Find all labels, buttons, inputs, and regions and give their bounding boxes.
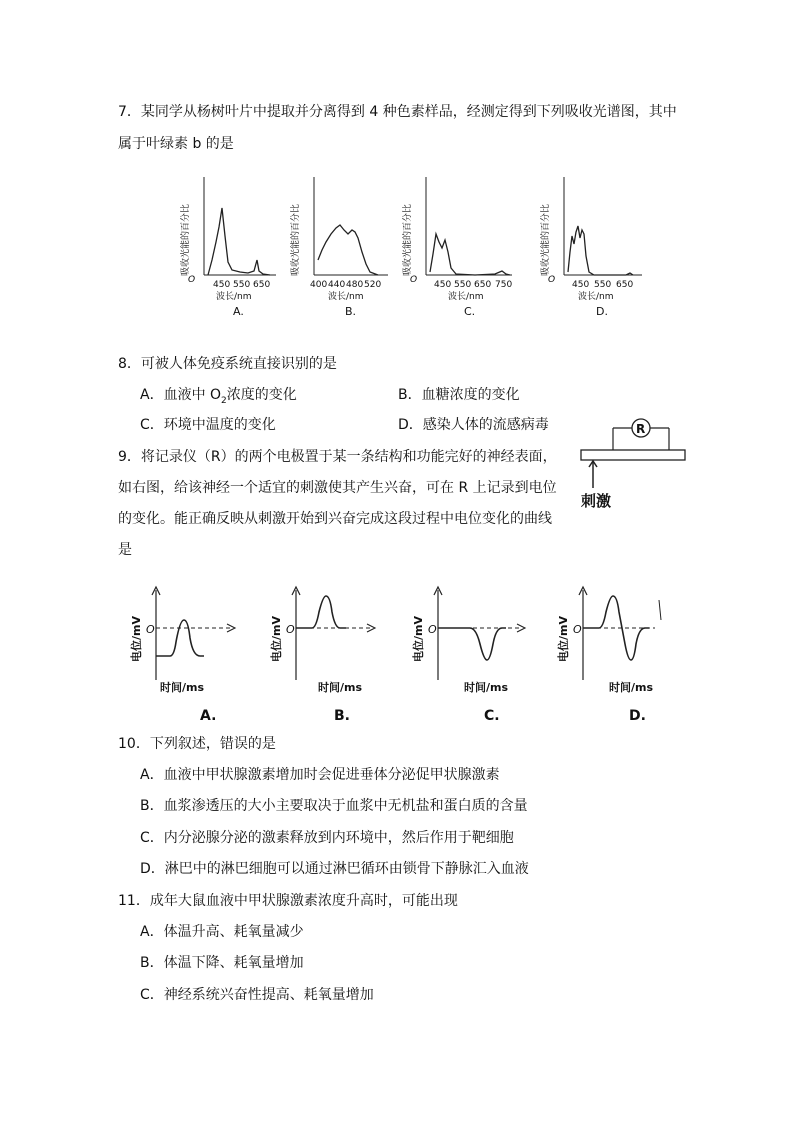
xtick: 650 [474,280,492,290]
q8-option-a[interactable] [140,385,297,411]
figure-label: A. [200,708,217,724]
q9-stem-line2: 如右图，给该神经一个适宜的刺激使其产生兴奋，可在 R 上记录到电位 [118,480,557,496]
q8-option-c[interactable]: C．环境中温度的变化 [140,417,276,433]
xlabel: 波长/nm [448,292,484,302]
ylabel: 电位/mV [557,616,570,662]
xtick: 550 [594,280,612,290]
q10-option-b[interactable]: B．血浆渗透压的大小主要取决于血浆中无机盐和蛋白质的含量 [140,798,528,814]
potential-graph-d [555,582,685,727]
figure-label: D. [629,708,646,724]
q11-option-b[interactable]: B．体温下降、耗氧量增加 [140,955,304,971]
ylabel: 吸收光能的百分比 [541,203,551,276]
xtick: 440 [328,280,346,290]
xlabel: 时间/ms [609,681,654,694]
spectrum-figure-c [400,172,520,322]
q9-stem-line4: 是 [118,542,132,558]
q10-option-c[interactable]: C．内分泌腺分泌的激素释放到内环境中，然后作用于靶细胞 [140,830,514,846]
q7-stem-line1: 7．某同学从杨树叶片中提取并分离得到 4 种色素样品，经测定得到下列吸收光谱图，其中 [118,104,677,120]
ylabel: 电位/mV [412,616,425,662]
origin-label: O [410,275,418,285]
xtick: 750 [495,280,513,290]
q11-option-a[interactable]: A．体温升高、耗氧量减少 [140,924,304,940]
figure-label: B. [345,305,357,318]
xtick: 550 [233,280,251,290]
spectrum-figure-a [178,172,288,322]
figure-label: C. [464,305,476,318]
xtick: 550 [454,280,472,290]
xtick: 450 [213,280,231,290]
figure-label: C. [484,708,500,724]
xlabel: 波长/nm [578,292,614,302]
q8-option-d[interactable]: D．感染人体的流感病毒 [398,417,549,433]
q8-option-a-subscript: 2 [221,395,227,406]
xtick: 480 [346,280,364,290]
q8-option-a-text-end: 浓度的变化 [226,387,297,403]
xlabel: 时间/ms [464,681,509,694]
ylabel: 电位/mV [130,616,143,662]
potential-graph-c [410,582,540,727]
q7-stem-line2: 属于叶绿素 b 的是 [118,136,234,152]
figure-label: B. [334,708,350,724]
origin-label: O [286,623,295,636]
ylabel: 吸收光能的百分比 [403,203,413,276]
xtick: 520 [364,280,382,290]
xlabel: 时间/ms [160,681,205,694]
origin-label: O [548,275,556,285]
xtick: 650 [253,280,271,290]
xlabel: 波长/nm [216,292,252,302]
q9-stem-line3: 的变化。能正确反映从刺激开始到兴奋完成这段过程中电位变化的曲线 [118,511,552,527]
recorder-label: R [636,422,646,436]
q11-stem: 11．成年大鼠血液中甲状腺激素浓度升高时，可能出现 [118,893,458,909]
origin-label: O [428,623,437,636]
stimulus-label: 刺激 [581,492,612,510]
nerve-recorder-diagram [575,412,690,512]
xtick: 650 [616,280,634,290]
xtick: 450 [572,280,590,290]
q11-option-c[interactable]: C．神经系统兴奋性提高、耗氧量增加 [140,987,374,1003]
origin-label: O [188,275,196,285]
figure-label: D. [596,305,608,318]
potential-graph-a [128,582,248,727]
spectrum-figure-d [538,172,648,322]
spectrum-figure-b [288,172,398,322]
xlabel: 时间/ms [318,681,363,694]
ylabel: 吸收光能的百分比 [181,203,191,276]
xtick: 400 [310,280,328,290]
origin-label: O [146,623,155,636]
figure-label: A. [233,305,244,318]
origin-label: O [573,623,582,636]
q9-stem-line1: 9．将记录仪（R）的两个电极置于某一条结构和功能完好的神经表面， [118,449,557,465]
xlabel: 波长/nm [328,292,364,302]
ylabel: 电位/mV [270,616,283,662]
potential-graph-b [268,582,388,727]
q10-option-a[interactable]: A．血液中甲状腺激素增加时会促进垂体分泌促甲状腺激素 [140,767,500,783]
q10-stem: 10．下列叙述，错误的是 [118,736,276,752]
q8-option-a-text: A．血液中 O [140,387,222,403]
nerve-fiber [581,450,685,460]
ylabel: 吸收光能的百分比 [291,203,301,276]
q8-stem: 8．可被人体免疫系统直接识别的是 [118,356,337,372]
xtick: 450 [434,280,452,290]
q8-option-b[interactable]: B．血糖浓度的变化 [398,387,520,403]
q10-option-d[interactable]: D．淋巴中的淋巴细胞可以通过淋巴循环由锁骨下静脉汇入血液 [140,861,529,877]
